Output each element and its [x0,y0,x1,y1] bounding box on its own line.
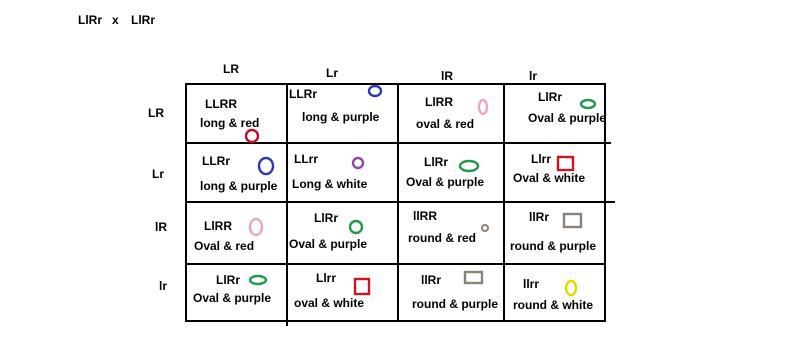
cell-phenotype: long & purple [302,110,380,124]
cell-phenotype: Oval & purple [193,291,272,305]
cell-genotype: LLRr [202,154,230,168]
cell-genotype: Llrr [531,152,552,166]
cell-phenotype: Oval & purple [406,175,485,189]
row-header: LR [148,106,164,120]
row-header: lR [155,220,167,234]
yellow-oval-icon [566,281,576,295]
column-header: Lr [326,66,338,80]
row-header: lr [159,279,168,293]
cell-phenotype: round & purple [412,297,498,311]
cell-genotype: LlRr [216,273,240,287]
cell-genotype: llrr [523,277,540,291]
cell-phenotype: Oval & red [194,239,255,253]
blue-oval-icon [369,86,381,96]
cell-genotype: LLrr [294,152,318,166]
cell-phenotype: Oval & purple [289,237,368,251]
cell-genotype: LlRr [538,90,562,104]
cell-phenotype: long & red [200,116,260,130]
green-oval-icon [460,161,478,171]
row-header: Lr [152,167,164,181]
parent2-genotype: LlRr [131,13,155,27]
cell-phenotype: long & purple [200,179,278,193]
cell-genotype: LlRR [204,219,232,233]
green-circle-icon [350,221,362,233]
cell-phenotype: oval & white [294,296,365,310]
cell-genotype: LlRr [424,155,448,169]
green-oval-icon [581,100,595,108]
cell-phenotype: oval & red [416,117,475,131]
purple-circle-icon [353,158,363,168]
red-square-icon [355,279,369,294]
cell-phenotype: Long & white [292,177,368,191]
cell-genotype: llRr [529,210,550,224]
pink-oval-icon [250,219,262,235]
cell-genotype: llRR [413,209,437,223]
parent1-genotype: LlRr [78,13,102,27]
cell-phenotype: round & purple [510,239,596,253]
cell-phenotype: round & red [408,231,476,245]
cell-genotype: LlRr [314,211,338,225]
cell-phenotype: round & white [513,298,593,312]
pink-oval-icon [479,100,487,114]
green-oval-icon [250,276,266,284]
column-header: lr [529,69,538,83]
cell-genotype: LLRr [289,87,317,101]
cell-genotype: llRr [421,273,442,287]
red-square-icon [558,157,573,170]
cell-phenotype: Oval & purple [528,111,607,125]
gray-square-icon [465,272,482,283]
blue-oval-icon [259,158,273,174]
red-circle-icon [246,130,258,142]
cell-genotype: Llrr [316,271,337,285]
cell-phenotype: Oval & white [513,171,586,185]
cross-symbol: x [112,13,119,27]
column-header: LR [223,62,239,76]
gray-dot-icon [482,225,488,231]
gray-square-icon [564,214,581,227]
cell-genotype: LLRR [205,97,237,111]
cell-genotype: LlRR [425,95,453,109]
column-header: lR [441,69,453,83]
